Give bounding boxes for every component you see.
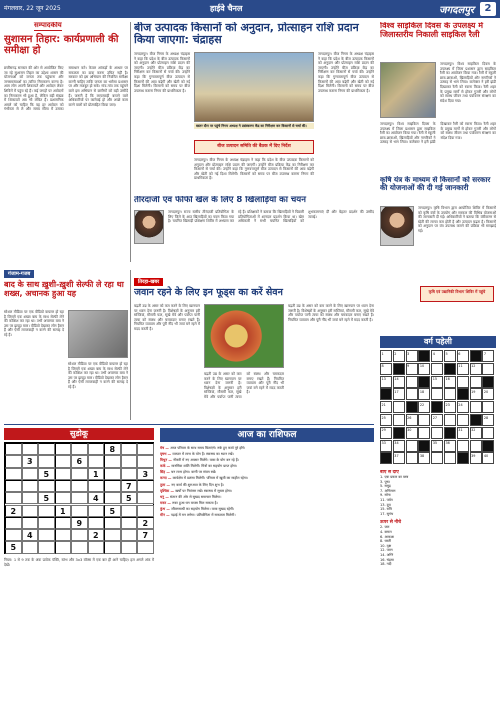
rashifal-text: पढ़ाई में मन लगेगा। प्रतियोगिता में सफलता मिलेगी। xyxy=(170,513,236,518)
crossword-cell xyxy=(393,363,405,375)
crossword-cell[interactable] xyxy=(482,427,494,439)
sudoku-cell[interactable] xyxy=(104,492,121,504)
rashifal-text: व्यापार में लाभ के योग हैं। स्वास्थ्य का ध्यान रखें। xyxy=(172,452,234,457)
crossword-clue: 14. अग्नि xyxy=(380,553,394,557)
sudoku-cell[interactable]: 2 xyxy=(5,505,22,517)
sudoku-cell[interactable] xyxy=(88,505,105,517)
crossword-cell[interactable]: 23 xyxy=(444,401,456,413)
sudoku-cell[interactable]: 5 xyxy=(38,468,55,480)
food-title: जवान रहने के लिए इन फूड्स का करें सेवन xyxy=(134,287,283,298)
crossword-cell[interactable] xyxy=(470,401,482,413)
rashifal-item xyxy=(160,470,374,475)
sudoku-cell[interactable] xyxy=(5,492,22,504)
rashifal-sign: वृषभ — xyxy=(160,452,173,457)
rashifal-sign: मीन — xyxy=(160,513,171,518)
sudoku-cell[interactable] xyxy=(38,480,55,492)
crossword-cell[interactable]: 3 xyxy=(406,350,418,362)
sudoku-cell[interactable] xyxy=(38,505,55,517)
sudoku-cell[interactable] xyxy=(5,529,22,541)
sudoku-cell[interactable] xyxy=(137,492,154,504)
sudoku-cell[interactable] xyxy=(71,541,88,553)
crossword-clue: 5. समुद्र xyxy=(380,484,391,489)
sudoku-cell[interactable] xyxy=(5,517,22,529)
sudoku-cell[interactable] xyxy=(71,443,88,455)
sudoku-cell[interactable] xyxy=(71,505,88,517)
crossword-clue: 12. पवन xyxy=(380,548,393,553)
sudoku-cell[interactable] xyxy=(104,517,121,529)
lead-text-left: जगदलपुर। बीज निगम के अध्यक्ष चंद्राहस ने कहा कि प्रदेश के बीज उत्पादक किसानों को अनुदान और प्रोत्साहन राशि प्रदान की जाएगी। उन्होंने बीज प्रक्रिया केंद्र का निरीक्षण कर किसानों से चर्चा की। उन्होंने कहा कि गुणवत्तापूर्ण बीज उत्पादन से किसानों की आय बढ़ेगी और खेती को नई दिशा मिलेगी। किसानों को समय पर बीज उपलब्ध कराना निगम की प्राथमिकता है। xyxy=(134,52,190,93)
sudoku-cell[interactable] xyxy=(5,443,22,455)
rashifal-sign: वृश्चिक — xyxy=(160,488,176,493)
sudoku-cell[interactable] xyxy=(121,517,138,529)
archery-text: जगदलपुर। राज्य स्तरीय तीरंदाजी प्रतियोगिता के लिए जिले के आठ खिलाड़ियों का चयन किया गया है। चयनित खिलाड़ी प्रशिक्षण शिविर में अभ्यास कर रहे हैं। प्रशिक्षकों ने बताया कि खिलाड़ियों ने पिछली प्रतियोगिताओं में शानदार प्रदर्शन किया था। खेल अधिकारी ने सभी चयनित खिलाड़ियों को शुभकामनाएं दीं और बेहतर प्रदर्शन की उम्मीद जताई। xyxy=(168,210,374,224)
crossword-cell xyxy=(470,350,482,362)
rashifal-text: संतान की ओर से सुखद समाचार मिलेगा। xyxy=(170,494,222,499)
crossword-clue: 16. चंद्रमा xyxy=(380,557,394,562)
crossword-cell[interactable]: 15 xyxy=(431,376,443,388)
crossword-cell xyxy=(482,440,494,452)
sudoku-cell[interactable] xyxy=(104,541,121,553)
editorial-label: सम्पादकीय xyxy=(34,22,62,29)
sudoku-cell[interactable] xyxy=(121,443,138,455)
rashifal-text: आज परिवार के साथ समय बिताएंगे। रुके हुए कार्य पूरे होंगे। xyxy=(170,446,246,450)
sudoku-cell[interactable] xyxy=(88,455,105,467)
agri-photo xyxy=(380,206,414,246)
crossword-cell[interactable]: 4 xyxy=(431,350,443,362)
crossword-cell[interactable] xyxy=(393,414,405,426)
sudoku-cell[interactable] xyxy=(38,455,55,467)
crossword-cell[interactable]: 6 xyxy=(457,350,469,362)
rashifal-sign: सिंह — xyxy=(160,470,172,475)
sudoku-cell[interactable]: 9 xyxy=(71,517,88,529)
crossword-cell[interactable] xyxy=(431,427,443,439)
tiger-text: सोशल मीडिया पर एक वीडियो वायरल हो रहा है जिसमें एक शख्स बाघ के साथ सेल्फी लेने की कोशिश कर रहा था। तभी अचानक बाघ ने उस पर झपट्टा मारा। वीडियो देखकर लोग हैरान हैं और ऐसी लापरवाही न करने की सलाह दे रहे हैं। xyxy=(4,310,64,337)
rashifal-text: नौकरी में नए अवसर मिलेंगे। यात्रा के योग बन रहे हैं। xyxy=(173,458,239,463)
crossword-cell[interactable]: 35 xyxy=(431,440,443,452)
crossword-cell[interactable] xyxy=(457,376,469,388)
crossword-cell[interactable] xyxy=(393,401,405,413)
sudoku-cell[interactable] xyxy=(137,443,154,455)
sudoku-cell[interactable] xyxy=(121,455,138,467)
sudoku-cell[interactable]: 4 xyxy=(22,529,39,541)
crossword-cell[interactable] xyxy=(431,363,443,375)
crossword-cell[interactable]: 27 xyxy=(431,414,443,426)
lead-text-right: जगदलपुर। बीज निगम के अध्यक्ष चंद्राहस ने कहा कि प्रदेश के बीज उत्पादक किसानों को अनुदान और प्रोत्साहन राशि प्रदान की जाएगी। उन्होंने बीज प्रक्रिया केंद्र का निरीक्षण कर किसानों से चर्चा की। उन्होंने कहा कि गुणवत्तापूर्ण बीज उत्पादन से किसानों की आय बढ़ेगी और खेती को नई दिशा मिलेगी। किसानों को समय पर बीज उपलब्ध कराना निगम की प्राथमिकता है। xyxy=(318,52,374,93)
rashifal-item xyxy=(160,458,374,463)
archery-photo xyxy=(134,210,164,244)
rashifal-list xyxy=(160,446,374,704)
rashifal-item xyxy=(160,483,374,488)
sudoku-cell[interactable]: 3 xyxy=(22,455,39,467)
tiger-selfie-story xyxy=(4,270,128,420)
crossword-cell[interactable]: 32 xyxy=(470,427,482,439)
editorial-title: सुशासन तिहार: कार्यप्रणाली की समीक्षा हो xyxy=(4,34,119,56)
crossword-cell xyxy=(431,401,443,413)
crossword-cell[interactable]: 25 xyxy=(380,414,392,426)
sudoku-cell[interactable] xyxy=(137,480,154,492)
sudoku-cell[interactable]: 2 xyxy=(137,517,154,529)
rashifal-item xyxy=(160,452,374,457)
crossword-cell[interactable] xyxy=(406,440,418,452)
crossword-grid[interactable] xyxy=(380,350,496,466)
sudoku-cell[interactable] xyxy=(22,541,39,553)
sudoku-cell[interactable] xyxy=(38,541,55,553)
food-text-right: बढ़ती उम्र के असर को कम करने के लिए खानपान पर ध्यान देना जरूरी है। विशेषज्ञों के अनुसार हरी सब्जियां, मौसमी फल, सूखे मेवे और पर्याप्त पानी त्वचा को स्वस्थ और चमकदार बनाए रखते हैं। नियमित व्यायाम और पूरी नींद भी जवां बने रहने में मदद करती है। xyxy=(288,304,374,322)
crossword-clue: 15. रात्रि xyxy=(380,507,392,512)
rashifal-item xyxy=(160,513,374,518)
crossword-cell[interactable] xyxy=(457,414,469,426)
rashifal-sign: कुंभ — xyxy=(160,506,172,511)
sudoku-cell[interactable]: 7 xyxy=(121,480,138,492)
sudoku-cell[interactable] xyxy=(22,492,39,504)
rashifal-item xyxy=(160,507,374,512)
archery-title: तीरंदाजी एवं फीफी खेल के लिए 8 खिलाड़ियों का चयन xyxy=(134,196,306,205)
edition-city: जगदलपुर xyxy=(439,5,474,16)
crossword-cell[interactable] xyxy=(444,388,456,400)
crossword-clue: 3. पुष्प xyxy=(380,479,390,484)
sudoku-cell[interactable]: 5 xyxy=(38,492,55,504)
lead-photo xyxy=(194,52,314,122)
sudoku-cell[interactable] xyxy=(121,529,138,541)
crossword-cell xyxy=(393,427,405,439)
crossword-cell[interactable]: 14 xyxy=(393,376,405,388)
crossword-cell[interactable]: 29 xyxy=(380,427,392,439)
sudoku-cell[interactable]: 2 xyxy=(88,529,105,541)
crossword-cell xyxy=(457,388,469,400)
lead-pull-quote: बीज उत्पादन समिति की बैठक में दिए निर्देश xyxy=(194,140,314,154)
crossword-cell[interactable]: 40 xyxy=(482,452,494,464)
rashifal-sign: मकर — xyxy=(160,500,173,505)
tiger-title: बाद के साथ ख़ुशी-ख़ुशी सेल्फी ले रहा था शख्स, अचानक हुआ यह xyxy=(4,280,124,298)
rashifal-item xyxy=(160,489,374,494)
sudoku-cell[interactable] xyxy=(55,443,72,455)
crossword-cell[interactable]: 16 xyxy=(444,376,456,388)
cycle-rally-text: जगदलपुर। विश्व साइकिल दिवस के उपलक्ष्य में जिला प्रशासन द्वारा साइकिल रैली का आयोजन किया गया। रैली में स्कूली छात्र-छात्राओं, खिलाड़ियों और नागरिकों ने उत्साह से भाग लिया। कलेक्टर ने हरी झंडी दिखाकर रैली को रवाना किया। रैली शहर के प्रमुख मार्गों से होकर गुजरी और लोगों को स्वस्थ जीवन तथा पर्यावरण संरक्षण का संदेश दिया गया। xyxy=(380,122,496,145)
crossword-clue: 8. धरती xyxy=(380,539,391,544)
crossword-clue: 2. जल xyxy=(380,525,390,530)
sudoku-cell[interactable]: 3 xyxy=(137,468,154,480)
crossword-cell xyxy=(418,350,430,362)
crossword-cell[interactable]: 37 xyxy=(393,452,405,464)
sudoku-cell[interactable] xyxy=(22,505,39,517)
crossword-cell[interactable]: 26 xyxy=(406,414,418,426)
rashifal-item xyxy=(160,446,374,451)
crossword-cell[interactable]: 2 xyxy=(393,350,405,362)
crossword-cell[interactable]: 38 xyxy=(418,452,430,464)
crossword-cell[interactable] xyxy=(406,388,418,400)
sudoku-cell[interactable] xyxy=(22,517,39,529)
sudoku-title: सुडोकू xyxy=(4,428,154,440)
sudoku-cell[interactable] xyxy=(55,468,72,480)
rashifal-sign: कन्या — xyxy=(160,476,173,481)
sudoku-cell[interactable] xyxy=(38,529,55,541)
down-title: ऊपर से नीचे xyxy=(380,520,402,526)
crossword-clue: 10. वृक्ष xyxy=(380,543,392,548)
sudoku-grid[interactable] xyxy=(4,442,154,554)
crossword-cell xyxy=(418,440,430,452)
crossword-cell[interactable]: 31 xyxy=(457,427,469,439)
cycle-rally-title: विश्व साइकिल दिवस के उपलक्ष्य में जिलास्तरीय निकाली साइकिल रैली xyxy=(380,22,483,39)
food-photo xyxy=(204,304,284,368)
sudoku-cell[interactable]: 6 xyxy=(71,455,88,467)
crossword-cell[interactable]: 12 xyxy=(470,363,482,375)
food-text-bottom: बढ़ती उम्र के असर को कम करने के लिए खानपान पर ध्यान देना जरूरी है। विशेषज्ञों के अनुसार हरी सब्जियां, मौसमी फल, सूखे मेवे और पर्याप्त पानी त्वचा को स्वस्थ और चमकदार बनाए रखते हैं। नियमित व्यायाम और पूरी नींद भी जवां बने रहने में मदद करती है। xyxy=(204,372,284,399)
crossword-cell xyxy=(418,376,430,388)
crossword-cell[interactable]: 21 xyxy=(380,401,392,413)
crossword-cell xyxy=(444,427,456,439)
crossword-clue: 6. आकाश xyxy=(380,534,395,539)
sudoku-cell[interactable] xyxy=(55,455,72,467)
agri-pull-quote: कृषि एवं उद्यानिकी विभाग शिविर में पहुंचे xyxy=(420,286,494,302)
crossword-cell[interactable] xyxy=(457,440,469,452)
sudoku-cell[interactable] xyxy=(55,529,72,541)
crossword-clues xyxy=(380,470,496,704)
crossword-cell[interactable]: 8 xyxy=(380,363,392,375)
rashifal-text: रुका हुआ धन वापस मिल सकता है। xyxy=(172,500,218,505)
crossword-cell[interactable] xyxy=(470,376,482,388)
food-text-left: बढ़ती उम्र के असर को कम करने के लिए खानपान पर ध्यान देना जरूरी है। विशेषज्ञों के अनुसार हरी सब्जियां, मौसमी फल, सूखे मेवे और पर्याप्त पानी त्वचा को स्वस्थ और चमकदार बनाए रखते हैं। नियमित व्यायाम और पूरी नींद भी जवां बने रहने में मदद करती है। xyxy=(134,304,200,331)
crossword-cell[interactable]: 22 xyxy=(418,401,430,413)
sudoku-cell[interactable] xyxy=(71,480,88,492)
across-title: बाएं से दाएं xyxy=(380,470,399,475)
sudoku-cell[interactable] xyxy=(55,492,72,504)
crossword-cell[interactable]: 20 xyxy=(482,388,494,400)
sudoku-cell[interactable] xyxy=(71,529,88,541)
crossword-cell[interactable] xyxy=(418,414,430,426)
sudoku-cell[interactable] xyxy=(104,480,121,492)
youth-food-story xyxy=(134,278,374,420)
crossword-clue: 1. एक प्रकार का वस्त्र xyxy=(380,475,409,480)
lead-caption: बस्तर दौरा पर पहुंचे निगम अध्यक्ष ने प्रसंस्करण केंद्र का निरीक्षण कर किसानों से चर्चा की। xyxy=(194,123,314,129)
crossword-cell[interactable] xyxy=(444,414,456,426)
crossword-cell[interactable] xyxy=(470,440,482,452)
rashifal-text: नए कार्य की शुरुआत के लिए दिन शुभ है। xyxy=(171,482,224,487)
editorial-text: छत्तीसगढ़ सरकार की ओर से आयोजित किए जा रहे सुशासन तिहार का उद्देश्य शासन की योजनाओं को जनता तक पहुंचाना और जनसमस्याओं का त्वरित निराकरण करना है। आम लोग अपनी शिकायतें और आवेदन लेकर शिविरों में पहुंच रहे हैं। कई जगहों पर आवेदनों का निराकरण भी हुआ है, लेकिन बड़ी संख्या में शिकायतें अब भी लंबित हैं। प्रशासनिक अमले को चाहिए कि वह हर आवेदन को गंभीरता से ले और समय सीमा में उसका समाधान करे। केवल आंकड़ों के आधार पर सफलता का दावा करना उचित नहीं है। सरकार को इस अभियान की नियमित समीक्षा करनी चाहिए ताकि जनता का भरोसा प्रशासन पर और मजबूत हो सके। गांव-गांव तक पहुंचने वाले इस अभियान से ग्रामीणों को बड़ी उम्मीदें हैं। जरूरी है कि लापरवाही बरतने वाले अधिकारियों पर कार्रवाई हो और अच्छे काम करने वालों को प्रोत्साहित किया जाए। xyxy=(4,66,128,112)
section-divider xyxy=(4,424,374,425)
rashifal-sign: मेष — xyxy=(160,446,171,450)
rashifal-text: जीवनसाथी का सहयोग मिलेगा। यात्रा सुखद रहेगी। xyxy=(171,506,235,511)
page-number: 2 xyxy=(480,2,496,16)
crossword-clue: 9. सोना xyxy=(380,493,391,498)
crossword-cell[interactable]: 33 xyxy=(380,440,392,452)
cycle-rally-story xyxy=(380,22,496,172)
sudoku-cell[interactable] xyxy=(5,480,22,492)
sudoku-cell[interactable] xyxy=(55,517,72,529)
crossword-cell xyxy=(482,376,494,388)
crossword-clue: 17. सुगंध xyxy=(380,511,394,516)
crossword-cell xyxy=(457,452,469,464)
sudoku-cell[interactable] xyxy=(88,541,105,553)
crossword-cell[interactable]: 39 xyxy=(470,452,482,464)
archery-story xyxy=(134,196,374,272)
sudoku-cell[interactable] xyxy=(5,455,22,467)
lead-text-bottom: जगदलपुर। बीज निगम के अध्यक्ष चंद्राहस ने कहा कि प्रदेश के बीज उत्पादक किसानों को अनुदान और प्रोत्साहन राशि प्रदान की जाएगी। उन्होंने बीज प्रक्रिया केंद्र का निरीक्षण कर किसानों से चर्चा की। उन्होंने कहा कि गुणवत्तापूर्ण बीज उत्पादन से किसानों की आय बढ़ेगी और खेती को नई दिशा मिलेगी। किसानों को समय पर बीज उपलब्ध कराना निगम की प्राथमिकता है। xyxy=(194,158,314,181)
crossword-clue: 7. अभिमान xyxy=(380,488,396,493)
sudoku-cell[interactable] xyxy=(137,455,154,467)
column-divider xyxy=(130,22,131,262)
cycle-rally-photo xyxy=(380,62,436,118)
column-divider xyxy=(130,270,131,420)
editorial-section xyxy=(4,22,128,262)
sudoku-cell[interactable]: 4 xyxy=(88,492,105,504)
crossword-cell[interactable] xyxy=(444,452,456,464)
crossword-cell[interactable]: 24 xyxy=(457,401,469,413)
crossword-cell[interactable] xyxy=(482,363,494,375)
sudoku-rules: नियम: 1 से 9 तक के अंक प्रत्येक पंक्ति, स्तंभ और 3x3 बॉक्स में एक बार ही आने चाहिए। हल अगले अंक में देखें। xyxy=(4,558,154,567)
crossword-cell[interactable]: 18 xyxy=(418,388,430,400)
sudoku-cell[interactable] xyxy=(55,480,72,492)
crossword-cell[interactable]: 34 xyxy=(393,440,405,452)
sudoku-cell[interactable] xyxy=(55,541,72,553)
crossword-clue: 4. कमल xyxy=(380,530,392,535)
sudoku-cell[interactable] xyxy=(22,443,39,455)
crossword-cell xyxy=(380,452,392,464)
issue-date: मंगलवार, 22 जून 2025 xyxy=(4,5,61,12)
across-clues xyxy=(380,475,496,516)
crossword-cell[interactable]: 5 xyxy=(444,350,456,362)
sudoku-cell[interactable]: 8 xyxy=(104,443,121,455)
sudoku-cell[interactable] xyxy=(88,517,105,529)
rashifal-sign: धनु — xyxy=(160,494,171,499)
sudoku-cell[interactable] xyxy=(137,541,154,553)
sudoku-cell[interactable] xyxy=(88,480,105,492)
crossword-cell xyxy=(406,401,418,413)
sudoku-cell[interactable] xyxy=(104,455,121,467)
crossword-cell[interactable]: 30 xyxy=(406,427,418,439)
crossword-cell[interactable] xyxy=(418,427,430,439)
rashifal-text: कार्यक्षेत्र में प्रशंसा मिलेगी। परिवार में खुशी का माहौल रहेगा। xyxy=(172,476,249,481)
rashifal-text: धन लाभ होगा। वाणी पर संयम रखें। xyxy=(171,470,217,475)
crossword-cell[interactable] xyxy=(406,452,418,464)
sudoku-cell[interactable] xyxy=(71,492,88,504)
sudoku-cell[interactable] xyxy=(38,443,55,455)
rashifal-sign: मिथुन — xyxy=(160,458,174,463)
crossword-cell[interactable]: 1 xyxy=(380,350,392,362)
sudoku-cell[interactable]: 1 xyxy=(88,468,105,480)
sudoku-cell[interactable]: 7 xyxy=(137,529,154,541)
sudoku-cell[interactable]: 1 xyxy=(55,505,72,517)
crossword-cell[interactable]: 11 xyxy=(457,363,469,375)
tiger-text-bottom: सोशल मीडिया पर एक वीडियो वायरल हो रहा है जिसमें एक शख्स बाघ के साथ सेल्फी लेने की कोशिश कर रहा था। तभी अचानक बाघ ने उस पर झपट्टा मारा। वीडियो देखकर लोग हैरान हैं और ऐसी लापरवाही न करने की सलाह दे रहे हैं। xyxy=(68,362,128,389)
sudoku-cell[interactable] xyxy=(104,529,121,541)
agri-title: कृषि यंत्र के माध्यम से किसानों को सरकार की योजनाओं की दी गई जानकारी xyxy=(380,176,491,192)
rashifal-item xyxy=(160,501,374,506)
tiger-photo xyxy=(68,310,128,358)
lead-title: बीज उत्पादक किसानों को अनुदान, प्रोत्साहन राशि प्रदान किया जाएगा: चंद्राहस xyxy=(134,22,359,47)
sudoku-cell[interactable] xyxy=(5,468,22,480)
down-clues xyxy=(380,525,496,566)
sudoku-cell[interactable] xyxy=(137,505,154,517)
sudoku-cell[interactable]: 5 xyxy=(104,505,121,517)
crossword-title: वर्ग पहेली xyxy=(380,336,496,348)
crossword-cell xyxy=(380,388,392,400)
rashifal-text: मानसिक शांति मिलेगी। मित्रों का सहयोग प्राप्त होगा। xyxy=(171,464,238,469)
sudoku-cell[interactable] xyxy=(22,468,39,480)
tiger-kicker: गंजाम-गजब xyxy=(4,270,34,278)
crossword-clue: 13. दूध xyxy=(380,502,391,507)
sudoku-cell[interactable] xyxy=(121,505,138,517)
rashifal-item xyxy=(160,495,374,500)
crossword-cell[interactable] xyxy=(431,388,443,400)
sudoku-cell[interactable] xyxy=(22,480,39,492)
sudoku-cell[interactable] xyxy=(71,468,88,480)
rashifal-sign: कर्क — xyxy=(160,464,172,469)
sudoku-cell[interactable] xyxy=(88,443,105,455)
sudoku-cell[interactable]: 5 xyxy=(5,541,22,553)
crossword-cell[interactable]: 10 xyxy=(418,363,430,375)
sudoku-cell[interactable] xyxy=(121,541,138,553)
sudoku-cell[interactable]: 5 xyxy=(121,492,138,504)
sudoku-cell[interactable] xyxy=(104,468,121,480)
masthead xyxy=(0,0,500,18)
rashifal-sign: तुला — xyxy=(160,482,172,487)
crossword-cell xyxy=(470,414,482,426)
crossword-cell[interactable]: 13 xyxy=(380,376,392,388)
rashifal-title: आज का राशिफल xyxy=(160,428,374,442)
crossword-cell[interactable]: 28 xyxy=(482,414,494,426)
crossword-cell[interactable]: 7 xyxy=(482,350,494,362)
rashifal-item xyxy=(160,464,374,469)
crossword-cell[interactable]: 9 xyxy=(406,363,418,375)
agri-text: जगदलपुर। कृषि विभाग द्वारा आयोजित शिविर में किसानों को कृषि यंत्रों के उपयोग और सरकार की विभिन्न योजनाओं की जानकारी दी गई। अधिकारियों ने बताया कि यंत्रीकरण से खेती की लागत कम होती है और उत्पादन बढ़ता है। किसानों को अनुदान पर यंत्र उपलब्ध कराने की प्रक्रिया भी समझाई गई। xyxy=(418,206,496,233)
crossword-cell xyxy=(444,363,456,375)
crossword-clue: 18. नदी xyxy=(380,562,392,567)
rashifal-text: खर्चों पर नियंत्रण रखें। स्वास्थ्य में सुधार होगा। xyxy=(175,488,233,493)
crossword-clue: 11. पर्वत xyxy=(380,498,393,503)
agri-story xyxy=(380,176,496,334)
rashifal-item xyxy=(160,476,374,481)
crossword-cell[interactable] xyxy=(406,376,418,388)
paper-name: हाईवे चैनल xyxy=(210,4,243,13)
crossword-cell[interactable]: 17 xyxy=(393,388,405,400)
sudoku-cell[interactable] xyxy=(38,517,55,529)
cycle-rally-text-side: जगदलपुर। विश्व साइकिल दिवस के उपलक्ष्य में जिला प्रशासन द्वारा साइकिल रैली का आयोजन किया गया। रैली में स्कूली छात्र-छात्राओं, खिलाड़ियों और नागरिकों ने उत्साह से भाग लिया। कलेक्टर ने हरी झंडी दिखाकर रैली को रवाना किया। रैली शहर के प्रमुख मार्गों से होकर गुजरी और लोगों को स्वस्थ जीवन तथा पर्यावरण संरक्षण का संदेश दिया गया। xyxy=(440,62,496,103)
sudoku-cell[interactable] xyxy=(121,468,138,480)
food-kicker: तिरहा-खबर xyxy=(134,278,163,286)
crossword-cell[interactable]: 36 xyxy=(444,440,456,452)
crossword-cell[interactable]: 19 xyxy=(470,388,482,400)
lead-story xyxy=(134,22,374,192)
crossword-cell[interactable] xyxy=(431,452,443,464)
crossword-cell[interactable] xyxy=(482,401,494,413)
